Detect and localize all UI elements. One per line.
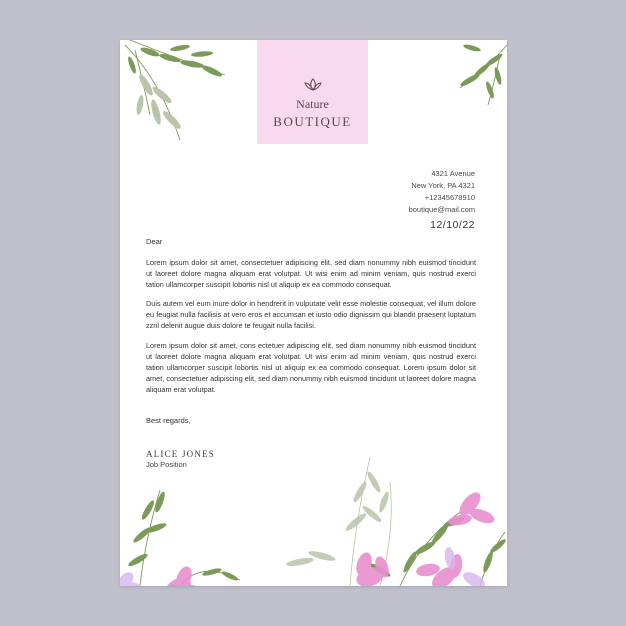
brand-logo-box: [257, 40, 368, 144]
body-paragraph: Lorem ipsum dolor sit amet, consectetuer adipiscing elit, sed diam nonummy nibh euismod tincidunt ut laoreet dolore magna aliquam erat volutpat. Ut wisi enim ad minim veniam, quis nostrud exerci tation ullamcorper suscipit lobortis nisl ut aliquip ex ea commodo consequat.: [146, 258, 476, 289]
letter-date: 12/10/22: [430, 219, 475, 231]
brand-name-line2: BOUTIQUE: [273, 114, 352, 129]
bottom-right-floral: [260, 452, 507, 586]
salutation: Dear: [146, 237, 163, 246]
letterhead-page: [120, 40, 507, 586]
top-right-foliage: [450, 40, 507, 110]
top-left-foliage: [120, 40, 240, 150]
lotus-icon: [303, 78, 323, 92]
body-paragraph: Lorem ipsum dolor sit amet, cons ectetuer adipiscing elit, sed diam nonummy nibh euismod tincidunt ut laoreet dolore magna aliquam erat volutpat. Ut wisi enim ad minim veniam, quis nostrud exerci tation ullamcorper suscipit lobortis nisl ut aliquip ex ea commodo consequat. Lorem ipsum dolor sit amet, consectetuer adipiscing elit, sed diam nonummy nibh euismod tincidunt ut laoreet dolore magna aliquam erat volutpat.: [146, 341, 476, 394]
address-line2: New York, PA 4321: [411, 181, 475, 190]
phone-number: +12345678910: [424, 193, 475, 202]
bottom-left-floral: [120, 480, 260, 586]
signature-name: ALICE JONES: [146, 449, 215, 459]
brand-name-line1: Nature: [296, 97, 329, 111]
sender-address: [409, 168, 475, 216]
body-paragraph: Duis autem vel eum iriure dolor in hendrerit in vulputate velit esse molestie consequat, vel illum dolore eu feugiat nulla facilisis at vero eros et accumsan et iusto odio dignissim qui blandit praesent luptatum zzril delenit augue duis dolore te feugait nulla facilisi.: [146, 299, 476, 330]
closing: Best regards,: [146, 416, 191, 425]
signature-position: Job Position: [146, 460, 187, 469]
email-address: boutique@mail.com: [408, 205, 475, 214]
address-line1: 4321 Avenue: [431, 169, 475, 178]
